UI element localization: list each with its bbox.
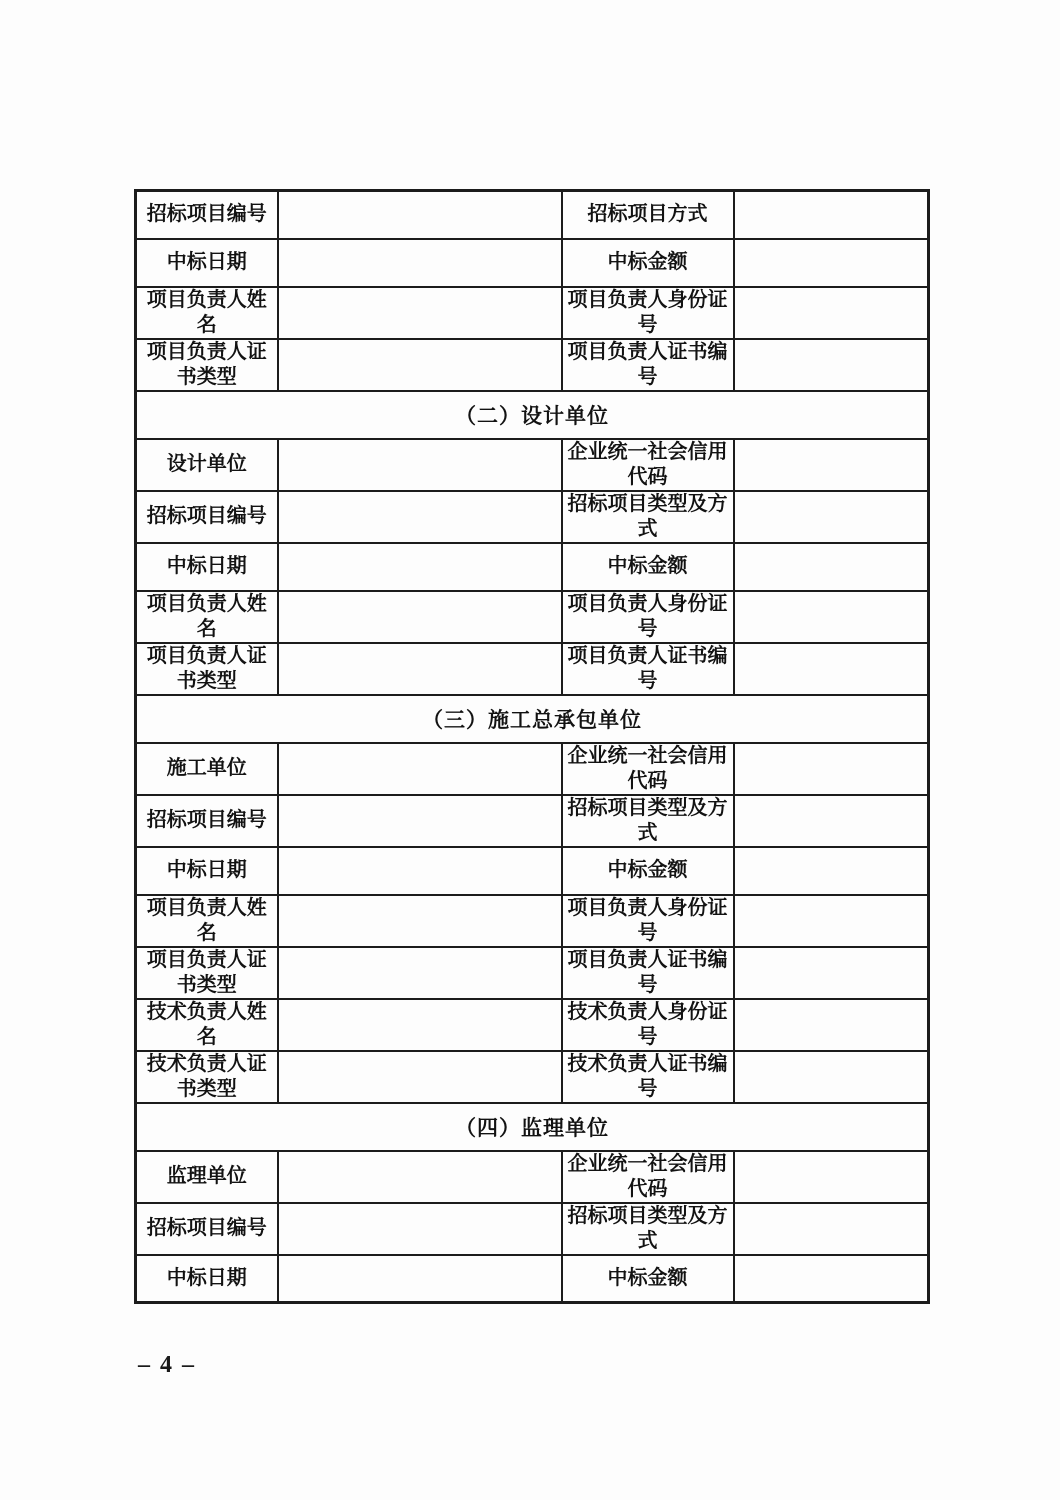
table-row [136, 947, 929, 999]
field-value [734, 1051, 929, 1103]
table-row [136, 491, 929, 543]
field-value [734, 743, 929, 795]
field-value [278, 543, 562, 591]
table-row [136, 591, 929, 643]
table-row [136, 339, 929, 391]
table-row [136, 999, 929, 1051]
field-value [734, 591, 929, 643]
field-label: 项目负责人身份证号 [562, 287, 734, 339]
table-row [136, 543, 929, 591]
field-label: 项目负责人证书类型 [136, 947, 278, 999]
field-value [734, 643, 929, 695]
field-label: 招标项目编号 [136, 491, 278, 543]
field-label: 中标金额 [562, 543, 734, 591]
field-label: 项目负责人身份证号 [562, 591, 734, 643]
table-row [136, 1203, 929, 1255]
field-value [278, 947, 562, 999]
section-header: （四）监理单位 [136, 1103, 929, 1151]
table-row [136, 847, 929, 895]
field-label: 中标金额 [562, 1255, 734, 1303]
field-value [734, 947, 929, 999]
field-value [278, 591, 562, 643]
field-label: 项目负责人姓名 [136, 287, 278, 339]
field-label: 项目负责人身份证号 [562, 895, 734, 947]
section-header-row [136, 391, 929, 439]
section-header-row [136, 1103, 929, 1151]
field-value [734, 239, 929, 287]
field-value [278, 795, 562, 847]
table-row [136, 239, 929, 287]
field-label: 中标金额 [562, 239, 734, 287]
field-value [734, 1255, 929, 1303]
field-label: 项目负责人证书编号 [562, 339, 734, 391]
field-value [278, 847, 562, 895]
page-number: – 4 – [138, 1352, 196, 1378]
field-value [278, 239, 562, 287]
field-value [278, 191, 562, 239]
field-value [278, 1255, 562, 1303]
table-row [136, 895, 929, 947]
field-label: 监理单位 [136, 1151, 278, 1203]
field-label: 中标日期 [136, 239, 278, 287]
field-label: 招标项目编号 [136, 795, 278, 847]
table-row [136, 287, 929, 339]
field-label: 项目负责人姓名 [136, 591, 278, 643]
field-value [734, 1151, 929, 1203]
section-header-row [136, 695, 929, 743]
field-value [734, 191, 929, 239]
field-value [278, 743, 562, 795]
field-label: 技术负责人身份证号 [562, 999, 734, 1051]
field-value [734, 339, 929, 391]
field-label: 技术负责人姓名 [136, 999, 278, 1051]
field-value [278, 339, 562, 391]
field-label: 招标项目编号 [136, 191, 278, 239]
table-row [136, 1151, 929, 1203]
field-label: 项目负责人证书类型 [136, 643, 278, 695]
field-value [278, 439, 562, 491]
field-value [734, 895, 929, 947]
field-label: 施工单位 [136, 743, 278, 795]
table-row [136, 1255, 929, 1303]
field-value [734, 847, 929, 895]
field-label: 项目负责人证书编号 [562, 643, 734, 695]
field-label: 设计单位 [136, 439, 278, 491]
field-label: 招标项目类型及方式 [562, 795, 734, 847]
field-label: 企业统一社会信用代码 [562, 439, 734, 491]
field-value [278, 1203, 562, 1255]
field-value [734, 795, 929, 847]
field-value [734, 439, 929, 491]
field-label: 中标日期 [136, 1255, 278, 1303]
field-label: 技术负责人证书类型 [136, 1051, 278, 1103]
field-label: 招标项目类型及方式 [562, 1203, 734, 1255]
field-value [278, 895, 562, 947]
field-label: 项目负责人证书编号 [562, 947, 734, 999]
table-row [136, 439, 929, 491]
field-label: 中标金额 [562, 847, 734, 895]
table-row [136, 1051, 929, 1103]
table-row [136, 743, 929, 795]
field-label: 技术负责人证书编号 [562, 1051, 734, 1103]
field-label: 企业统一社会信用代码 [562, 743, 734, 795]
field-label: 招标项目类型及方式 [562, 491, 734, 543]
field-value [734, 543, 929, 591]
field-value [278, 287, 562, 339]
field-value [278, 1051, 562, 1103]
field-value [278, 491, 562, 543]
section-header: （二）设计单位 [136, 391, 929, 439]
table-row [136, 795, 929, 847]
table-row [136, 191, 929, 239]
field-value [734, 1203, 929, 1255]
field-label: 项目负责人证书类型 [136, 339, 278, 391]
field-value [734, 491, 929, 543]
section-header: （三）施工总承包单位 [136, 695, 929, 743]
field-label: 中标日期 [136, 847, 278, 895]
field-value [278, 1151, 562, 1203]
field-value [278, 999, 562, 1051]
field-label: 项目负责人姓名 [136, 895, 278, 947]
field-label: 招标项目方式 [562, 191, 734, 239]
field-value [734, 999, 929, 1051]
table-row [136, 643, 929, 695]
form-table [134, 189, 930, 1304]
field-label: 中标日期 [136, 543, 278, 591]
field-value [278, 643, 562, 695]
field-label: 企业统一社会信用代码 [562, 1151, 734, 1203]
field-value [734, 287, 929, 339]
field-label: 招标项目编号 [136, 1203, 278, 1255]
